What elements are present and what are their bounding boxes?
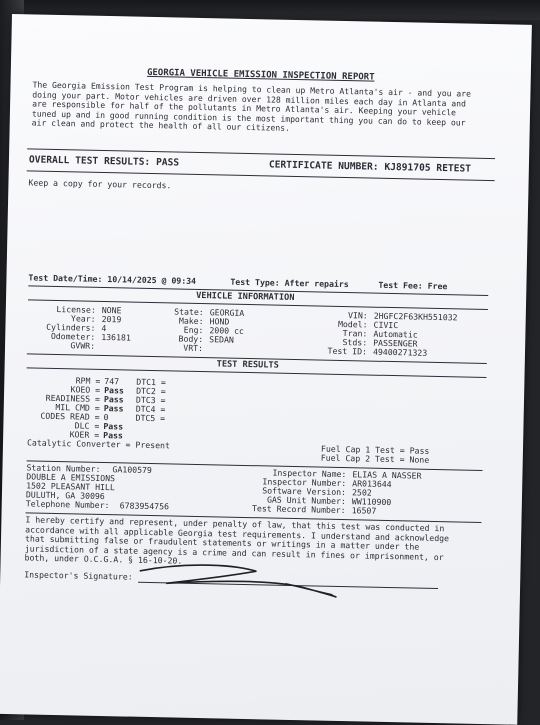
station-address: 1502 PLEASANT HILL <box>26 480 115 493</box>
mil-cmd-value: Pass <box>103 403 124 414</box>
vin-label: VIN: <box>347 310 368 321</box>
dtc5-label: DTC5 = <box>135 412 166 424</box>
readiness-value: Pass <box>103 394 124 405</box>
report-title: GEORGIA VEHICLE EMISSION INSPECTION REPORT <box>146 67 375 83</box>
state-label: State: <box>174 306 204 318</box>
tran-label: Tran: <box>342 327 368 339</box>
state-value: GEORGIA <box>209 307 245 318</box>
stds-value: PASSENGER <box>373 337 418 349</box>
inspector-signature <box>136 557 347 601</box>
certificate-number: CERTIFICATE NUMBER: KJ891705 RETEST <box>268 159 472 175</box>
mil-cmd-label: MIL CMD = <box>55 401 100 413</box>
station-number-label: Station Number: <box>26 462 101 474</box>
test-type: Test Type: After repairs <box>230 276 349 290</box>
vehicle-heading: VEHICLE INFORMATION <box>196 290 295 303</box>
engine-value: 2000 cc <box>209 325 245 336</box>
test-datetime: Test Date/Time: 10/14/2025 @ 09:34 <box>28 272 197 286</box>
odometer-label: Odometer: <box>50 330 96 342</box>
koeo-label: KOEO = <box>70 384 101 395</box>
gas-unit-label: GAS Unit Number: <box>266 494 346 507</box>
odometer-value: 136181 <box>101 331 131 343</box>
vin-value: 2HGFC2F63KH551032 <box>373 310 458 323</box>
body-label: Body: <box>178 333 204 345</box>
test-id-label: Test ID: <box>327 345 368 357</box>
gas-unit-value: WW110900 <box>351 496 392 508</box>
cylinders-label: Cylinders: <box>46 321 96 333</box>
inspector-name-value: ELIAS A NASSER <box>352 469 422 481</box>
dlc-label: DLC = <box>74 420 100 431</box>
rpm-label: RPM = <box>75 375 101 386</box>
license-label: License: <box>56 303 96 315</box>
inspector-name-label: Inspector Name: <box>272 467 347 480</box>
overall-result: OVERALL TEST RESULTS: PASS <box>28 154 180 169</box>
catalytic-converter: Catalytic Converter = Present <box>26 437 171 451</box>
station-number-value: GA100579 <box>112 464 153 476</box>
body-value: SEDAN <box>209 334 234 345</box>
emission-report-paper <box>0 14 532 725</box>
dtc3-label: DTC3 = <box>135 394 166 406</box>
stds-label: Stds: <box>342 336 368 348</box>
station-name: DOUBLE A EMISSIONS <box>26 471 116 484</box>
readiness-label: READINESS = <box>45 392 101 404</box>
telephone-label: Telephone Number: <box>25 498 110 511</box>
codes-read-value: 0 <box>103 412 109 423</box>
software-version-value: 2502 <box>351 487 372 498</box>
dtc1-label: DTC1 = <box>136 376 167 388</box>
year-label: Year: <box>70 313 96 324</box>
vrt-label: VRT: <box>183 342 204 354</box>
keep-copy-note: Keep a copy for your records. <box>28 177 172 191</box>
rpm-value: 747 <box>104 376 120 387</box>
dlc-value: Pass <box>103 421 124 432</box>
fuel-cap-1: Fuel Cap 1 Test = Pass <box>320 443 430 456</box>
certification-text: I hereby certify and represent, under penalty of law, that this test was conducted in accordance with all applicable Georgia test requirements. I understand and acknowledge that submitting false or fraudulent statements or writings in a matter under the jurisdiction of a state agency is a crime and can result in fines or imprisonment, or both, under O.C.G.A. § 16-10-20. <box>24 514 450 567</box>
license-value: NONE <box>101 304 122 316</box>
codes-read-label: CODES READ = <box>40 410 100 422</box>
tran-value: Automatic <box>373 328 418 340</box>
koer-value: Pass <box>103 430 124 441</box>
signature-label: Inspector's Signature: <box>24 569 133 582</box>
engine-label: Eng: <box>183 324 204 336</box>
intro-paragraph: The Georgia Emission Test Program is helping to clean up Metro Atlanta's air - and you are doing your part. Motor vehicles are driven over 128 million miles each day in Atlanta and are responsible for half of the pollutants in Metro Atlanta's air. Keeping your vehicle tuned up and in good running condition is the most important thing you can do to keep our air clean and protect the health of all our citizens. <box>31 79 472 133</box>
test-record-label: Test Record Number: <box>251 503 346 516</box>
telephone-value: 6783954756 <box>119 500 170 512</box>
model-label: Model: <box>337 318 368 330</box>
make-value: HOND <box>209 316 230 327</box>
inspector-number-value: AR013644 <box>352 478 392 490</box>
station-city: DULUTH, GA 30096 <box>25 489 105 502</box>
gvwr-label: GVWR: <box>70 340 96 351</box>
make-label: Make: <box>178 315 204 327</box>
koer-label: KOER = <box>69 429 100 440</box>
year-value: 2019 <box>101 313 122 325</box>
test-fee: Test Fee: Free <box>378 279 448 292</box>
koeo-value: Pass <box>104 385 124 396</box>
test-id-value: 49400271323 <box>372 346 428 358</box>
cylinders-value: 4 <box>101 322 107 334</box>
model-value: CIVIC <box>373 319 399 331</box>
dtc2-label: DTC2 = <box>136 385 166 397</box>
test-record-value: 16507 <box>351 505 377 516</box>
fuel-cap-2: Fuel Cap 2 Test = None <box>320 452 430 465</box>
software-version-label: Software Version: <box>262 485 347 498</box>
inspector-number-label: Inspector Number: <box>262 476 347 489</box>
dtc4-label: DTC4 = <box>135 403 166 415</box>
results-heading: TEST RESULTS <box>216 359 279 371</box>
